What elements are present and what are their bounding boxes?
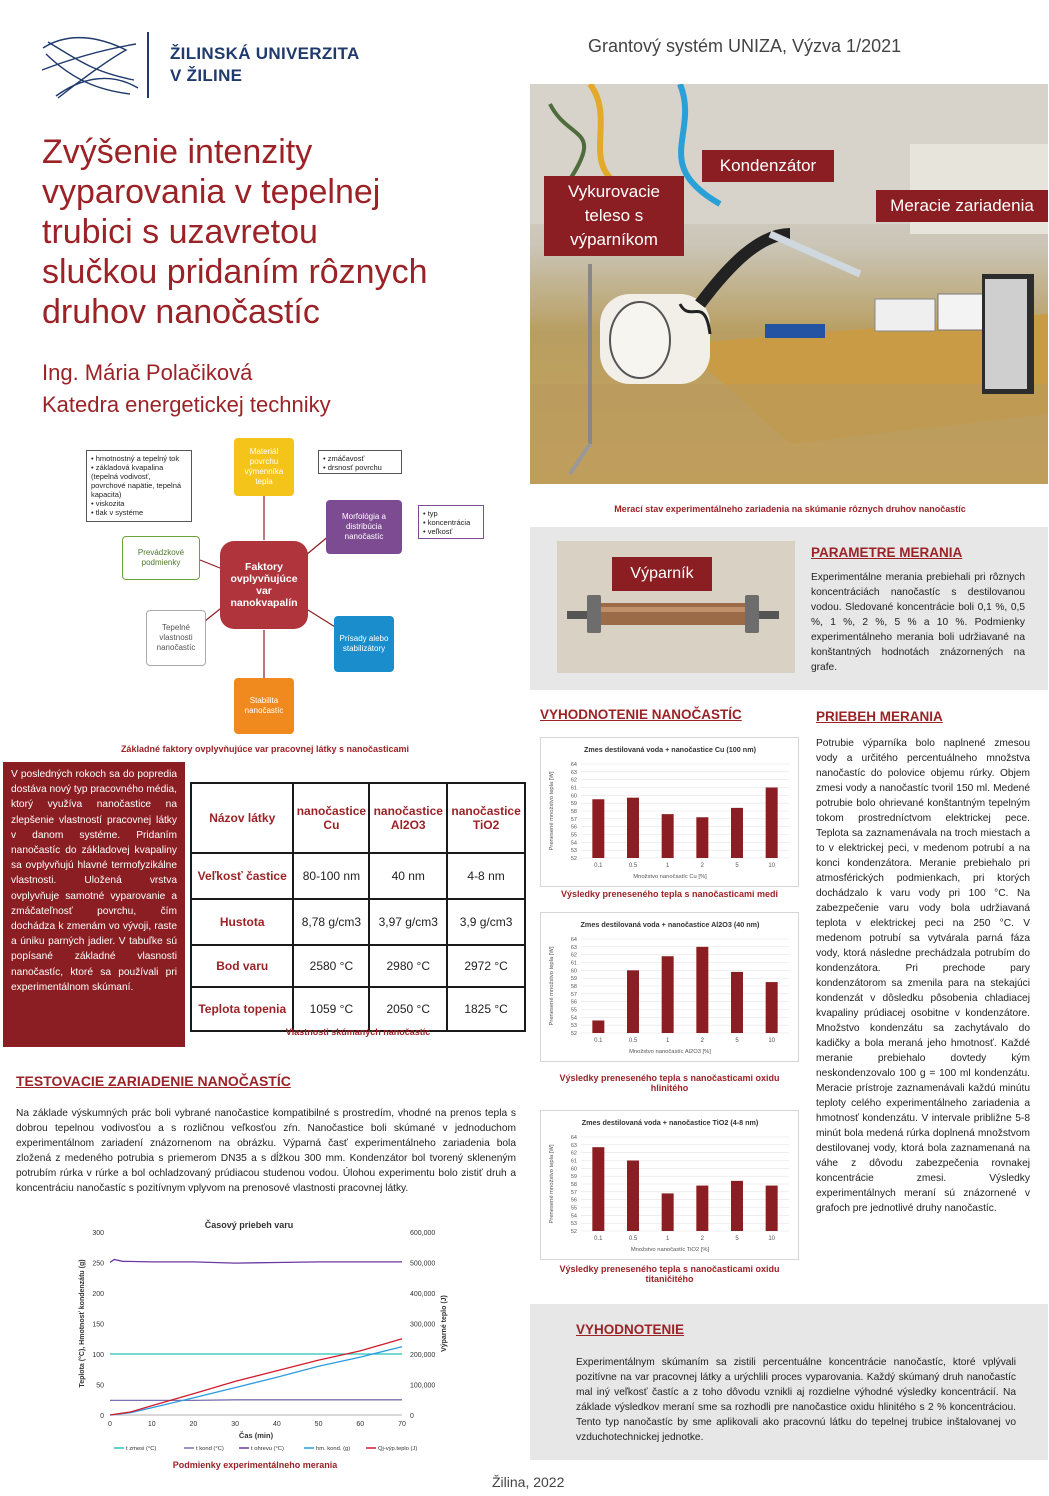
y2-tick-label: 400,000 (410, 1291, 436, 1298)
logo-mark-icon (38, 30, 143, 102)
evaporator-photo (557, 541, 795, 673)
mindmap-node-morphology: Morfológia a distribúcia nanočastíc (326, 500, 402, 554)
bar-chart-title: Zmes destilovaná voda + nanočastice Al2O3 (40 nm) (580, 920, 760, 929)
y-tick-label: 50 (96, 1382, 104, 1390)
x-tick-label: 40 (272, 1421, 281, 1428)
bar (627, 970, 639, 1033)
mindmap-box-item: • typ (423, 509, 479, 518)
x-tick-label: 0 (108, 1421, 112, 1428)
mindmap-box-item: • zmáčavosť (323, 454, 397, 463)
mindmap-box-item: • viskozita (91, 499, 187, 508)
table-cell: 4-8 nm (447, 853, 525, 899)
table-cell: Bod varu (191, 945, 293, 987)
mindmap-node-surface: Materiál povrchu výmenníka tepla (234, 438, 294, 496)
table-cell: 3,97 g/cm3 (369, 899, 447, 945)
x-tick-label: 2 (700, 863, 705, 869)
photo-label-heater: Vykurovacie teleso s výparníkom (544, 176, 684, 256)
y-axis-label: Teplota (°C), Hmotnosť kondenzátu (g) (79, 1259, 86, 1388)
y-tick-label: 0 (100, 1413, 104, 1420)
y-tick-label: 60 (570, 793, 577, 800)
y-tick-label: 150 (92, 1321, 104, 1329)
photo-label-condenser: Kondenzátor (702, 150, 834, 182)
y2-tick-label: 300,000 (410, 1321, 436, 1329)
y-axis-label: Prenesené množstvo tepla [W] (549, 1144, 555, 1224)
x-tick-label: 0.5 (628, 1236, 638, 1242)
x-tick-label: 1 (665, 1038, 670, 1044)
bar (696, 817, 708, 858)
experiment-photo (530, 84, 1048, 484)
x-tick-label: 0.5 (628, 1038, 638, 1044)
university-logo (38, 30, 143, 102)
bar-chart-cu (541, 738, 800, 888)
y-tick-label: 57 (570, 816, 577, 823)
evaluation-heading: VYHODNOTENIE NANOČASTÍC (540, 707, 742, 722)
y-tick-label: 100 (92, 1352, 104, 1359)
table-cell: 2972 °C (447, 945, 525, 987)
mindmap-box-operating (86, 450, 192, 522)
bar (627, 798, 639, 858)
legend-label: t ohrevu (°C) (251, 1446, 284, 1452)
bar (731, 1181, 743, 1231)
series-line (110, 1260, 402, 1264)
table-cell: Veľkosť častice (191, 853, 293, 899)
mindmap-node-thermal: Tepelné vlastnosti nanočastíc (146, 610, 206, 666)
series-line (110, 1400, 402, 1401)
x-tick-label: 5 (735, 1038, 739, 1044)
bar (627, 1161, 639, 1232)
mindmap-box-item: • základová kvapalina (tepelná vodivosť, povrchové napätie, tepelná kapacita) (91, 463, 187, 499)
course-heading: PRIEBEH MERANIA (816, 709, 943, 724)
bar (696, 1186, 708, 1231)
y-tick-label: 61 (570, 960, 577, 967)
x-tick-label: 2 (700, 1236, 705, 1242)
table-cell: 2050 °C (369, 987, 447, 1031)
photo-label-instruments: Meracie zariadenia (876, 190, 1048, 222)
y-tick-label: 57 (570, 1189, 577, 1196)
mindmap-caption: Základné faktory ovplyvňujúce var pracovnej látky s nanočasticami (120, 744, 410, 754)
university-name-line2: V ŽILINE (170, 66, 243, 85)
title-line: druhov nanočastíc (42, 293, 320, 331)
y-tick-label: 58 (570, 1182, 577, 1188)
boiling-line-chart (74, 1218, 474, 1458)
bar (766, 788, 778, 859)
boiling-chart (74, 1218, 474, 1458)
y-tick-label: 62 (570, 1150, 577, 1157)
y-tick-label: 52 (570, 856, 577, 862)
x-tick-label: 1 (665, 1236, 670, 1242)
bar (662, 956, 674, 1033)
intro-text: V posledných rokoch sa do popredia dostáva nový typ pracovného média, ktorý využíva nanočastice na zlepšenie vlastností pracovnej látky v danom systéme. Pridaním nanočastíc do základovej kvapaliny sa ovplyvňujú hlavné termofyzikálne vlastnosti. Uložená vrstva ovplyvňuje samotné vyparovanie a zmáčateľnosť povrchu, čím dochádza k zmenám vo vývoji, raste a úniku parných jadier. V tabuľke sú popísané základné vlasnosti nanočastíc, ktoré sa používali pri experimentálnom skúmaní. (11, 769, 177, 993)
table-header: nanočastice Cu (293, 783, 369, 853)
y-tick-label: 63 (570, 1142, 577, 1149)
y-tick-label: 59 (570, 976, 577, 983)
series-line (110, 1339, 402, 1415)
bar (731, 972, 743, 1033)
y-tick-label: 200 (92, 1291, 104, 1298)
y-axis-label: Prenesené množstvo tepla [W] (549, 946, 555, 1026)
y-tick-label: 59 (570, 801, 577, 808)
y-tick-label: 250 (92, 1260, 104, 1268)
parameters-heading: PARAMETRE MERANIA (811, 545, 963, 560)
table-cell: 3,9 g/cm3 (447, 899, 525, 945)
table-cell: 40 nm (369, 853, 447, 899)
table-row (191, 945, 525, 987)
y2-tick-label: 500,000 (410, 1260, 436, 1268)
y-tick-label: 52 (570, 1229, 577, 1235)
y-tick-label: 63 (570, 944, 577, 951)
y-tick-label: 62 (570, 952, 577, 959)
course-text: Potrubie výparníka bolo naplnené zmesou vody a určitého percentuálneho množstva nanočastíc do polovice objemu rúrky. Objem zmesi vody a nanočastíc tvoril 150 ml. Medené potrubie bolo ohrievané konštantným tepelným tokom prostredníctvom elektrickej pece. Teplota sa zaznamenávala na troch miestach a to v elektrickej peci, v medenom potrubí a na konci kondenzátora. Meranie prebiehalo pri atmosférických podmienkach, pri ktorých dochádzalo k varu vody pri 100 °C. Na zabezpečenie varu vody bola udržiavaná teplota v elektrickej peci na 250 °C. V medenom potrubí sa vytvárala parná fáza vody, ktorá následne prechádzala potrubím do kondenzátora. Pri prechode pary kondenzátorom sa zmenila para na stekajúci kondenzát v dôsledku pôsobenia chladiacej kvapaliny prúdiacej osobitne v kondenzátore. Množstvo kondenzátu sa zachytávalo do kadičky a bola meraná jeho hmotnosť. Každé meranie prebiehalo dovtedy kým neskondenzovalo 100 g = 100 ml kondenzátu. Meracie prístroje zaznamenávali každú minútu teploty celého experimentálneho zariadenia a hmotnosť kondenzátu. V intervale približne 5-8 minút bola medená rúrka doplnená množstvom destilovanej vody, ktorá bola zaznamenaná na váhe z dôvodu zabezpečenia rovnakej koncentrácie zmesi. Výsledky experimentálnych meraní sú znázornené v grafoch pre jednotlivé druhy nanočastíc. (816, 738, 1030, 1214)
table-cell: Teplota topenia (191, 987, 293, 1031)
y-tick-label: 55 (570, 832, 577, 839)
y-tick-label: 57 (570, 991, 577, 998)
photo-label-evaporator: Výparník (612, 557, 712, 591)
x-tick-label: 5 (735, 863, 739, 869)
poster-title (42, 132, 522, 332)
conclusion-heading: VYHODNOTENIE (576, 1322, 685, 1337)
bar (592, 1147, 604, 1231)
footer-place-date: Žilina, 2022 (492, 1474, 565, 1490)
mindmap-node-additives: Prísady alebo stabilizátory (334, 616, 394, 672)
mindmap-box-item: • koncentrácia (423, 518, 479, 527)
y-tick-label: 60 (570, 968, 577, 975)
bar (731, 808, 743, 858)
x-tick-label: 30 (231, 1421, 240, 1428)
table-cell: Hustota (191, 899, 293, 945)
boiling-chart-title: Časový priebeh varu (204, 1220, 294, 1230)
photo-illustration (530, 84, 1048, 484)
bar-chart-title: Zmes destilovaná voda + nanočastice Cu (100 nm) (584, 745, 756, 754)
y-tick-label: 64 (570, 937, 577, 943)
title-line: Zvýšenie intenzity (42, 133, 313, 171)
chart-cu-caption: Výsledky preneseného tepla s nanočasticami medi (560, 889, 779, 899)
y2-tick-label: 0 (410, 1413, 414, 1420)
y2-tick-label: 200,000 (410, 1352, 436, 1359)
properties-table (190, 782, 526, 1032)
y-tick-label: 52 (570, 1031, 577, 1037)
y-tick-label: 59 (570, 1174, 577, 1181)
chart-al2o3-caption: Výsledky preneseného tepla s nanočasticami oxidu hlinitého (559, 1073, 780, 1093)
mindmap-box-item: • drsnosť povrchu (323, 463, 397, 472)
y-axis-label: Prenesené množstvo tepla [W] (549, 771, 555, 851)
legend-label: t zmesi (°C) (126, 1446, 157, 1452)
bar (766, 982, 778, 1033)
y-tick-label: 56 (570, 999, 577, 1006)
x-axis-label: Čas (min) (238, 1431, 274, 1440)
table-header: nanočastice TiO2 (447, 783, 525, 853)
table-row (191, 987, 525, 1031)
x-tick-label: 60 (356, 1421, 365, 1428)
y-tick-label: 53 (570, 1221, 577, 1228)
x-tick-label: 2 (700, 1038, 705, 1044)
table-cell: 2980 °C (369, 945, 447, 987)
y2-tick-label: 600,000 (410, 1230, 436, 1237)
chart-tio2-caption: Výsledky preneseného tepla s nanočasticami oxidu titaničitého (559, 1264, 780, 1284)
x-tick-label: 70 (398, 1421, 406, 1428)
table-cell: 8,78 g/cm3 (293, 899, 369, 945)
y-tick-label: 53 (570, 1023, 577, 1030)
bar (696, 947, 708, 1033)
title-line: vyparovania v tepelnej (42, 173, 381, 211)
y-tick-label: 58 (570, 809, 577, 815)
table-header: Názov látky (191, 783, 293, 853)
bar (662, 814, 674, 858)
y2-tick-label: 100,000 (410, 1382, 436, 1390)
mindmap-box-item: • hmotnostný a tepelný tok (91, 454, 187, 463)
university-name-line1: ŽILINSKÁ UNIVERZITA (170, 44, 360, 63)
x-tick-label: 0.5 (628, 863, 638, 869)
bar-chart-tio2 (541, 1111, 800, 1261)
parameters-text: Experimentálne merania prebiehali pri rôznych koncentráciách nanočastíc s destilovanou vodou. Sledované koncentrácie boli 0,1 %, 0,5 %, 1 %, 2 %, 5 % a 10 %. Podmienky experimentálneho merania boli udržiavané na konštantných hodnotách znázornených na grafe. (811, 572, 1025, 673)
intro-panel (3, 762, 185, 1047)
x-tick-label: 10 (768, 1038, 776, 1044)
y-tick-label: 56 (570, 824, 577, 831)
mindmap-box-surface (318, 450, 402, 474)
title-line: slučkou pridaním rôznych (42, 253, 428, 291)
bar (592, 799, 604, 858)
table-cell: 1825 °C (447, 987, 525, 1031)
x-axis-label: Množstvo nanočastíc Cu [%] (633, 874, 707, 880)
y-tick-label: 64 (570, 762, 577, 768)
table-row (191, 853, 525, 899)
y-tick-label: 54 (570, 840, 577, 847)
table-cell: 1059 °C (293, 987, 369, 1031)
bar-chart-title: Zmes destilovaná voda + nanočastice TiO2 (4-8 nm) (581, 1118, 759, 1127)
y-tick-label: 300 (92, 1230, 104, 1237)
y-tick-label: 60 (570, 1166, 577, 1173)
chart-cu (540, 737, 799, 887)
title-line: trubici s uzavretou (42, 213, 318, 251)
mindmap-box-item: • tlak v systéme (91, 508, 187, 517)
table-header: nanočastice Al2O3 (369, 783, 447, 853)
x-axis-label: Množstvo nanočastíc TiO2 [%] (630, 1247, 710, 1253)
chart-tio2 (540, 1110, 799, 1260)
photo-caption: Merací stav experimentálneho zariadenia na skúmanie rôznych druhov nanočastíc (614, 504, 966, 514)
conclusion-text: Experimentálnym skúmaním sa zistili percentuálne koncentrácie nanočastíc, ktoré vplývali pozitívne na var pracovnej látky a urýchlili proces vyparovania. Každý skúmaný druh nanočastíc mal iný veľkosť častíc a z toho dôvodu vznikli aj rozdielne výhodné výsledky koncentrácií. Na základe výsledkov meraní sme sa rozhodli pre nanočastice oxidu hlinitého s 2 % koncentráciou. Tento typ nanočastíc by sme aplikovali ako pracovnú látku do tepelnej trubice inštalovanej vo vzduchotechnickej jednotke. (576, 1357, 1016, 1443)
mindmap-box-morphology (418, 505, 484, 539)
y-tick-label: 63 (570, 769, 577, 776)
x-tick-label: 50 (314, 1421, 323, 1428)
y-tick-label: 53 (570, 848, 577, 855)
testing-text: Na základe výskumných prác boli vybrané nanočastice kompatibilné s prostredím, vhodné na prenos tepla s dobrou tepelnou vodivosťou a s rozličnou veľkosťou zŕn. Nanočastice boli skúmané v jednoduchom experimentálnom zariadení znázornenom na obrázku. Výparná časť experimentálneho zariadenia bola zložená z medeného potrubia s priemerom DN35 a s dĺžkou 300 mm. Kondenzátor bol tvorený skleneným potrubím rúrka v rúrke a bol ochladzovaný prúdiacou studenou vodou. Úlohou experimentu bolo zistiť druh a koncentráciu nanočastíc s pozitívnym vplyvom na prenosové vlastnosti pracovnej látky. (16, 1108, 516, 1194)
properties-table-wrap (190, 782, 526, 1032)
table-caption: Vlastnosti skúmaných nanočastíc (285, 1027, 431, 1037)
x-tick-label: 10 (147, 1421, 156, 1428)
logo-divider (147, 32, 149, 98)
legend-label: Qj-výp.teplo (J) (378, 1446, 418, 1452)
y-tick-label: 54 (570, 1213, 577, 1220)
bar (766, 1186, 778, 1231)
mindmap-node-stability: Stabilita nanočastíc (234, 678, 294, 734)
y-tick-label: 61 (570, 785, 577, 792)
testing-heading: TESTOVACIE ZARIADENIE NANOČASTÍC (16, 1073, 291, 1089)
bar (662, 1193, 674, 1231)
y-tick-label: 61 (570, 1158, 577, 1165)
x-tick-label: 1 (665, 863, 670, 869)
x-tick-label: 0.1 (594, 1236, 603, 1242)
mindmap-node-operating: Prevádzkové podmienky (122, 536, 200, 580)
table-cell: 2580 °C (293, 945, 369, 987)
y-tick-label: 64 (570, 1135, 577, 1141)
table-row (191, 899, 525, 945)
author-name: Ing. Mária Polačiková (42, 360, 253, 385)
y-tick-label: 55 (570, 1205, 577, 1212)
mindmap-center: Faktory ovplyvňujúce var nanokvapalín (220, 541, 308, 629)
legend-label: t kond (°C) (196, 1446, 224, 1452)
chart-al2o3 (540, 912, 799, 1062)
grant-label: Grantový systém UNIZA, Výzva 1/2021 (588, 36, 902, 56)
x-tick-label: 0.1 (594, 1038, 603, 1044)
x-axis-label: Množstvo nanočastíc Al2O3 [%] (629, 1049, 711, 1055)
x-tick-label: 10 (768, 1236, 776, 1242)
bar (592, 1020, 604, 1033)
y-tick-label: 55 (570, 1007, 577, 1014)
y-tick-label: 56 (570, 1197, 577, 1204)
y2-axis-label: Výparné teplo (J) (441, 1295, 448, 1352)
y-tick-label: 58 (570, 984, 577, 990)
y-tick-label: 62 (570, 777, 577, 784)
x-tick-label: 0.1 (594, 863, 603, 869)
x-tick-label: 5 (735, 1236, 739, 1242)
x-tick-label: 20 (189, 1421, 198, 1428)
table-cell: 80-100 nm (293, 853, 369, 899)
department-name: Katedra energetickej techniky (42, 392, 331, 417)
legend-label: hm. kond. (g) (316, 1446, 351, 1452)
boiling-chart-caption: Podmienky experimentálneho merania (172, 1460, 338, 1470)
mindmap-box-item: • veľkosť (423, 527, 479, 536)
y-tick-label: 54 (570, 1015, 577, 1022)
x-tick-label: 10 (768, 863, 776, 869)
bar-chart-al2o3 (541, 913, 800, 1063)
